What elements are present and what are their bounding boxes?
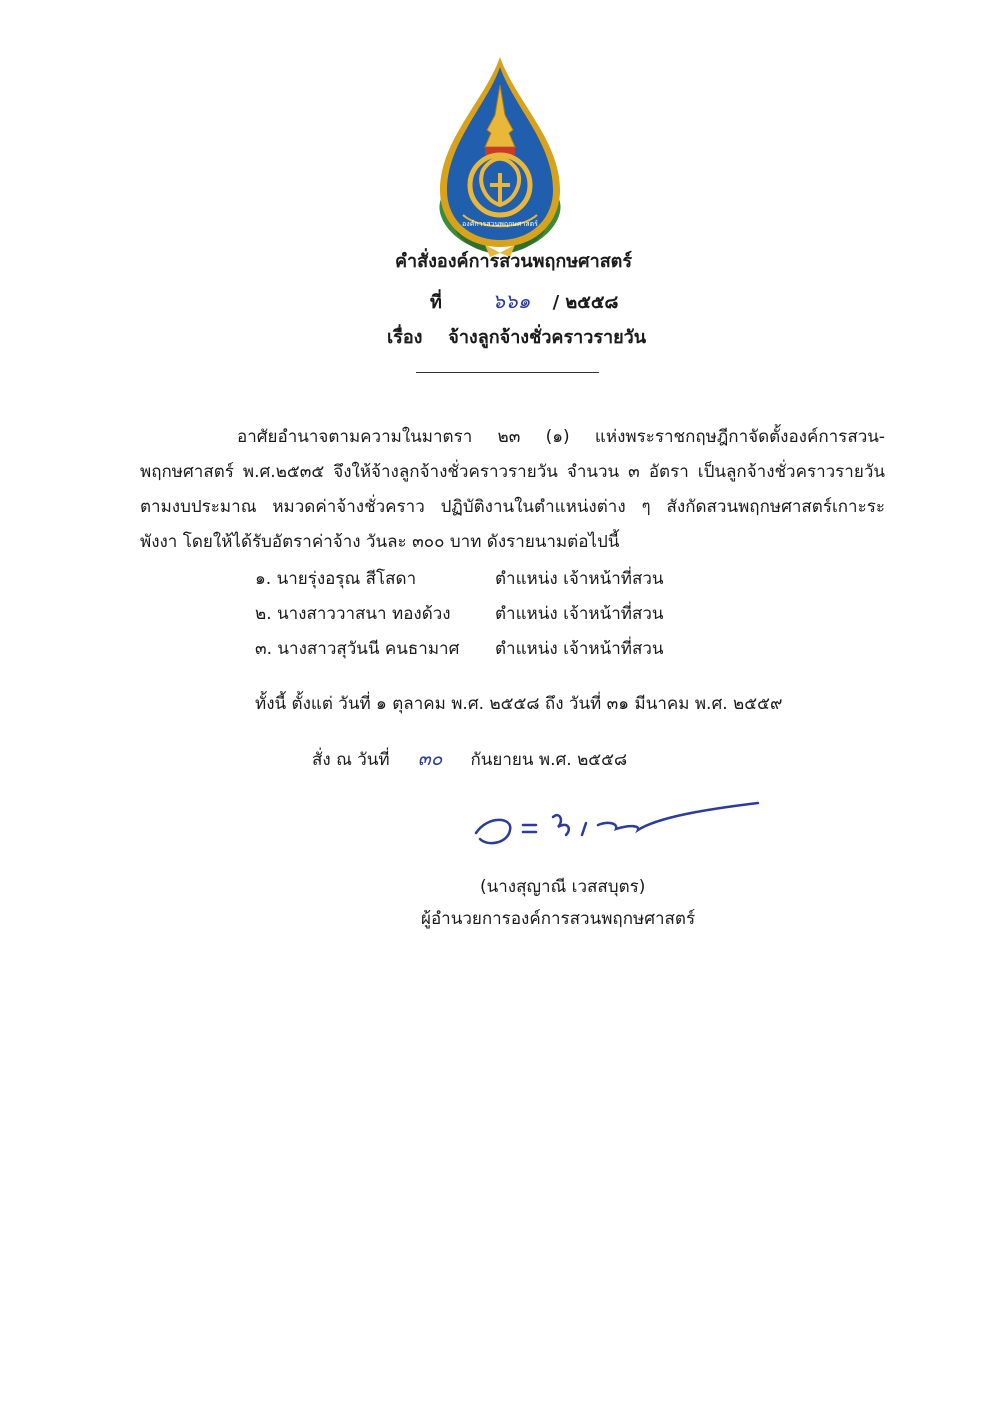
signer-name: (นางสุญาณี เวสสบุตร) bbox=[480, 877, 646, 897]
staff-row bbox=[240, 562, 840, 597]
given-day-handwritten: ๓๐ bbox=[417, 748, 443, 770]
emblem-text: องค์การสวนพฤกษศาสตร์ bbox=[462, 220, 538, 228]
order-number-year: / ๒๕๕๘ bbox=[552, 292, 619, 313]
staff-list bbox=[240, 562, 840, 667]
employment-period: ทั้งนี้ ตั้งแต่ วันที่ ๑ ตุลาคม พ.ศ. ๒๕๕๘ ถึง วันที่ ๓๑ มีนาคม พ.ศ. ๒๕๕๙ bbox=[255, 694, 783, 714]
staff-row bbox=[240, 597, 840, 632]
order-number-handwritten: ๖๖๑ bbox=[492, 289, 531, 313]
botanical-garden-emblem-icon bbox=[425, 55, 575, 260]
order-number bbox=[430, 285, 730, 317]
staff-name: ๑. นายรุ่งอรุณ สีโสดา bbox=[255, 569, 417, 589]
staff-name: ๒. นางสาววาสนา ทองด้วง bbox=[255, 604, 451, 624]
header-divider bbox=[416, 372, 599, 373]
signer-title: ผู้อำนวยการองค์การสวนพฤกษศาสตร์ bbox=[421, 909, 696, 929]
staff-name: ๓. นางสาวสุวันนี คนธามาศ bbox=[255, 639, 460, 659]
order-body-paragraph: อาศัยอำนาจตามความในมาตรา ๒๓ (๑) แห่งพระราชกฤษฎีกาจัดตั้งองค์การสวน-พฤกษศาสตร์ พ.ศ.๒๕๓๕ จึงให้จ้างลูกจ้างชั่วคราวรายวัน จำนวน ๓ อัตรา เป็นลูกจ้างชั่วคราวรายวัน ตามงบประมาณ หมวดค่าจ้างชั่วคราว ปฏิบัติงานในตำแหน่งต่าง ๆ สังกัดสวนพฤกษศาสตร์เกาะระ พังงา โดยให้ได้รับอัตราค่าจ้าง วันละ ๓๐๐ บาท ดังรายนามต่อไปนี้ bbox=[140, 427, 885, 552]
staff-position: ตำแหน่ง เจ้าหน้าที่สวน bbox=[495, 604, 664, 624]
signature-icon bbox=[468, 795, 768, 855]
order-subject bbox=[387, 322, 787, 351]
given-suffix: กันยายน พ.ศ. ๒๕๕๘ bbox=[470, 750, 628, 770]
given-prefix: สั่ง ณ วันที่ bbox=[312, 750, 390, 770]
staff-position: ตำแหน่ง เจ้าหน้าที่สวน bbox=[495, 569, 664, 589]
order-given-date bbox=[312, 742, 627, 778]
subject-text: จ้างลูกจ้างชั่วคราวรายวัน bbox=[448, 327, 647, 348]
subject-label: เรื่อง bbox=[387, 327, 423, 348]
order-title: คำสั่งองค์การสวนพฤกษศาสตร์ bbox=[395, 251, 633, 272]
order-number-label: ที่ bbox=[430, 292, 442, 313]
staff-position: ตำแหน่ง เจ้าหน้าที่สวน bbox=[495, 639, 664, 659]
staff-row bbox=[240, 632, 840, 667]
